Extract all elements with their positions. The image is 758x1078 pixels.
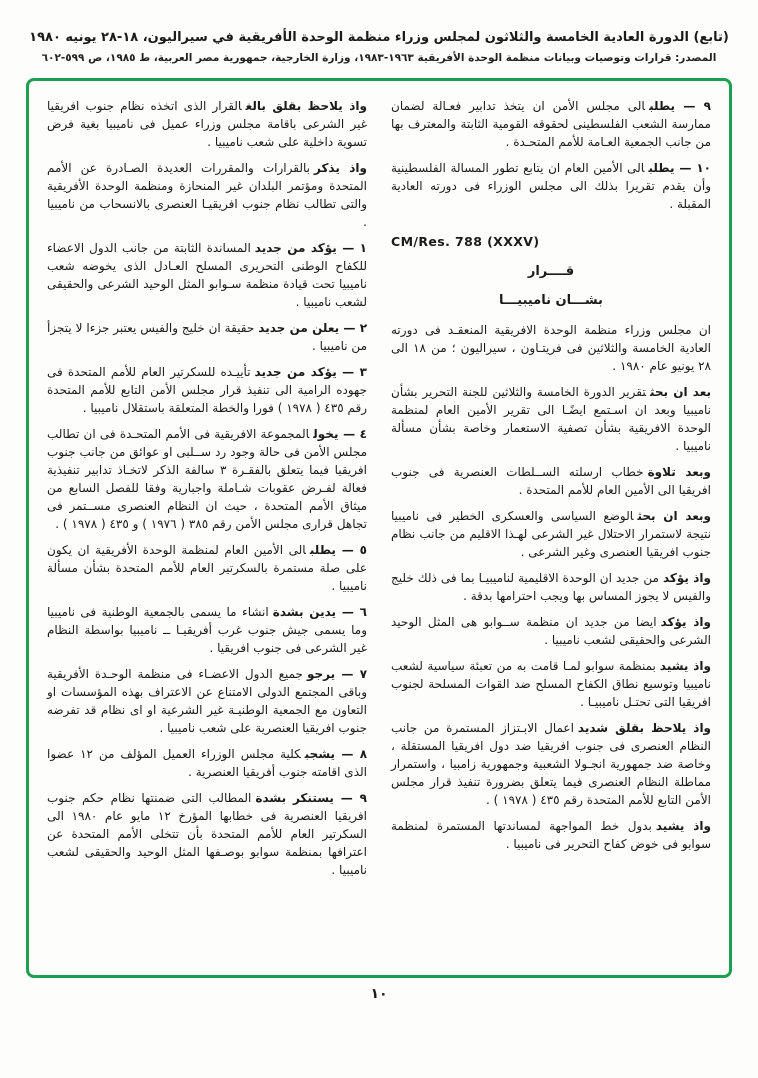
paragraph: [47, 239, 367, 311]
paragraph-lead: ١٠ — يطلب: [648, 161, 711, 175]
paragraph: [47, 159, 367, 231]
paragraph: [391, 383, 711, 455]
paragraph: [391, 719, 711, 809]
paragraph-body: الى الأمين العام لمنظمة الوحدة الأفريقية ان يكون على صلة مستمرة بالسكرتير العام للأمم المتحدة بشأن مسألة ناميبيا .: [47, 543, 367, 593]
paragraph: [391, 613, 711, 649]
paragraph-body: اعمال الابـتزاز المستمرة من جانب النظام العنصرى فى جنوب افريقيا ضد دول افريقيا المستقلة ، وخاصة ضد جمهورية انجـولا الشعبية وجمهورية زامبيا ، واستمرار مماطلة النظام العنصرى فيما يتعلق بضرورة تنفيذ قرار مجلس الأمن التابع للأمم المتحدة رقم ٤٣٥ ( ١٩٧٨ ) .: [391, 720, 711, 807]
paragraph: [391, 291, 711, 311]
paragraph-body: القرار الذى اتخذه نظام جنوب افريقيا غير الشرعى باقامة مجلس وزراء عميل فى ناميبيا بغية فرض تسوية داخلية على شعب ناميبيا .: [47, 99, 367, 149]
paragraph: [47, 603, 367, 657]
paragraph: [47, 97, 367, 151]
paragraph-body: حقيقة ان خليج والفيس يعتبر جزءا لا يتجزأ من ناميبيا .: [47, 321, 367, 353]
column-left: [47, 97, 367, 961]
paragraph-body: ايضا من جديد ان منظمة ســوابو هى المثل الوحيد الشرعى والحقيقى لشعب ناميبيا .: [391, 614, 711, 647]
paragraph-body: المطالب التى ضمنتها نظام حكم جنوب افريقيا العنصرية فى خطابها المؤرخ ١٢ مايو عام ١٩٨٠ الى السكرتير العام للأمم المتحدة بأن تتخلى الأمم المتحدة عن اعترافها بمنظمة سوابو بوصـفها المثل الوحيد والحقيقى لشعب ناميبيا .: [47, 791, 368, 877]
paragraph: [391, 97, 711, 151]
paragraph: [391, 159, 711, 213]
paragraph-lead: CM/Res. 788 (XXXV): [391, 234, 540, 249]
paragraph-lead: وبعد تلاوة: [647, 464, 712, 479]
paragraph-body: من جديد ان الوحدة الاقليمية لناميبيـا بما فى ذلك خليج والفيس لا يجوز المساس بها ويجب احترامها بدقة .: [391, 570, 711, 603]
paragraph-body: ان مجلس وزراء منظمة الوحدة الافريقية المنعقـد فى دورته العادية الخامسة والثلاثين فى فريتـاون ، سيراليون ؛ من ١٨ الى ٢٨ يونيو عام ١٩٨٠ .: [391, 322, 711, 373]
paragraph-lead: ٨ — يشجب: [304, 747, 368, 761]
paragraph: [391, 657, 711, 711]
paragraph-body: بدول خط المواجهة لمساندتها المستمرة لمنظمة سوابو فى خوض كفاح التحرير فى ناميبيا .: [391, 818, 711, 851]
paragraph: [391, 321, 711, 375]
paragraph-lead: واذ يشيد: [655, 818, 711, 833]
paragraph-lead: ٤ — يخول: [313, 427, 367, 441]
paragraph-lead: واذ يذكر: [313, 161, 367, 175]
paragraph-body: المجموعة الافريقية فى الأمم المتحـدة فى ان تطالب مجلس الأمن فى حالة وجود رد ســلبى او عوائق من جانب جنوب افريقيا فيما يتعلق بالفقـرة ٣ سالفة الذكر لاتخـاذ تدابير تنفيذية فعالة لفـرض عقوبات شـاملة واجبارية وفقا للفصل السابع من ميثاق الأمم المتحدة ، حيث ان النظام العنصرى مســتمر فى تجاهل قرارى مجلس الأمن رقم ٣٨٥ ( ١٩٧٦ ) و ٤٣٥ ( ١٩٧٨ ) .: [47, 427, 367, 531]
column-right: [391, 97, 711, 961]
header-source-line: المصدر: قرارات وتوصيات وبيانات منظمة الوحدة الأفريقية ١٩٦٣-١٩٨٣، وزارة الخارجية، جمهورية مصر العربية، ط ١٩٨٥، ص ٥٩٩-٦٠٢: [41, 52, 717, 64]
paragraph-body: خطاب ارسلته الســلطات العنصرية فى جنوب افريقيا الى الأمين العام للأمم المتحدة .: [391, 464, 711, 497]
paragraph-body: كلية مجلس الوزراء العميل المؤلف من ١٢ عضوا الذى اقامته جنوب أفريقيا العنصرية .: [47, 747, 367, 779]
paragraph-lead: واذ يلاحظ بقلق بالغ: [245, 99, 368, 113]
paragraph: [47, 665, 367, 737]
page-number: ١٠: [370, 986, 388, 1002]
paragraph-body: الى الأمين العام ان يتابع تطور المسالة الفلسطينية وأن يقدم تقريرا بذلك الى مجلس الوزراء فى دورته العادية المقبلة .: [391, 161, 711, 211]
paragraph-lead: ٣ — يؤكد من جديد: [254, 365, 367, 379]
paragraph-lead: ٧ — يرجو: [306, 667, 368, 681]
paragraph-body: الوضع السياسى والعسكرى الخطير فى ناميبيا نتيجة لاستمرار الاحتلال غير الشرعى لهـذا الاقليم من جانب نظام جنوب افريقيا العنصرى وغير الشرعى .: [391, 508, 711, 559]
paragraph: [391, 262, 711, 282]
paragraph: [47, 745, 367, 781]
paragraph-lead: بعد ان بحث: [649, 384, 711, 399]
paragraph: [47, 541, 367, 595]
paragraph: [391, 463, 711, 499]
paragraph: [47, 319, 367, 355]
paragraph: [391, 817, 711, 853]
paragraph: [47, 425, 367, 533]
paragraph-lead: واذ يؤكد: [662, 570, 711, 585]
paragraph-body: جميع الدول الاعضـاء فى منظمة الوحـدة الأفريقية وباقى المجتمع الدولى الامتناع عن الاعتراف بهذه المؤسسات او التعاون مع الجمعية الوطنيـة غير الشرعية او اى نظام قد تفرضه جنوب افريقيا العنصرية على شعب ناميبيا .: [47, 667, 367, 735]
paragraph-body: قــــرار: [527, 263, 575, 279]
paragraph-body: الى مجلس الأمن ان يتخذ تدابير فعـالة لضمان ممارسة الشعب الفلسطينى لحقوقه القومية الثابتة والمعترف بها من جانب الجمعية العـامة للأمم المتحـدة .: [391, 99, 711, 149]
paragraph: [47, 789, 367, 879]
paragraph-body: بشـــان ناميبيـــا: [499, 293, 603, 309]
paragraph-body: المساندة الثابتة من جانب الدول الاعضاء للكفاح الوطنى التحريرى المسلح العـادل الذى يخوضه شعب ناميبيا تحت قيادة منظمة سـوابو المثل الوحيد الشرعى والحقيقى لشعب ناميبيا .: [47, 241, 367, 309]
paragraph-lead: ٩ — يستنكر بشدة: [255, 791, 367, 805]
paragraph-lead: ٥ — يطلب: [309, 543, 367, 557]
paragraph: [47, 363, 367, 417]
paragraph-body: انشاء ما يسمى بالجمعية الوطنية فى ناميبيا وما يسمى جيش جنوب غرب أفريقيـا ــ ناميبيا بواسطة النظام غير الشرعى فى جنوب افريقيا .: [47, 605, 367, 655]
page-header: [0, 0, 758, 64]
paragraph-body: بالقرارات والمقررات العديدة الصـادرة عن الأمم المتحدة ومؤتمر البلدان غير المنحازة ومنظمة الوحدة الأفريقية والتى تطالب نظام جنوب افريقيـا العنصرى بالانسحاب من ناميبيا .: [47, 161, 367, 229]
paragraph-lead: واذ يشيد: [659, 658, 712, 673]
paragraph: [391, 233, 711, 252]
paragraph-body: بمنظمة سوابو لمـا قامت به من تعبئة سياسية لشعب ناميبيا وتوسيع نطاق الكفاح المسلح ضد القوات المسلحة لجنوب افريقيا التى تحتـل ناميبيـا .: [391, 658, 711, 709]
paragraph-lead: ٩ — يطلب: [649, 99, 711, 113]
paragraph-lead: واذ يؤكد: [660, 614, 711, 629]
paragraph-lead: ٢ — يعلن من جديد: [258, 321, 368, 335]
paragraph: [391, 507, 711, 561]
paragraph-lead: وبعد ان بحث: [637, 508, 711, 523]
green-border-box: [26, 78, 732, 978]
paragraph-lead: واذ يلاحظ بقلق شديد: [577, 720, 712, 735]
paragraph-body: تأييـده للسكرتير العام للأمم المتحدة فى جهوده الرامية الى تنفيذ قرار مجلس الأمن التابع للأمم المتحدة رقم ٤٣٥ ( ١٩٧٨ ) فورا والخطة المتعلقة باستقلال ناميبيا .: [47, 365, 367, 415]
paragraph-lead: ١ — يؤكد من جديد: [254, 241, 367, 255]
header-title: (تابع) الدورة العادية الخامسة والثلاثون لمجلس وزراء منظمة الوحدة الأفريقية في سيراليون، ١٨-٢٨ يونيه ١٩٨٠: [29, 30, 729, 45]
paragraph-body: تقرير الدورة الخامسة والثلاثين للجنة التحرير بشأن ناميبيا وبعد ان اسـتمع ايضًـا الى تقرير الأمين العام لمنظمة الوحدة الافريقية بشأن تصفية الاستعمار وخاصة بشأن مسألة ناميبيا .: [391, 384, 711, 453]
paragraph-lead: ٦ — يدين بشدة: [272, 605, 367, 619]
paragraph: [391, 569, 711, 605]
